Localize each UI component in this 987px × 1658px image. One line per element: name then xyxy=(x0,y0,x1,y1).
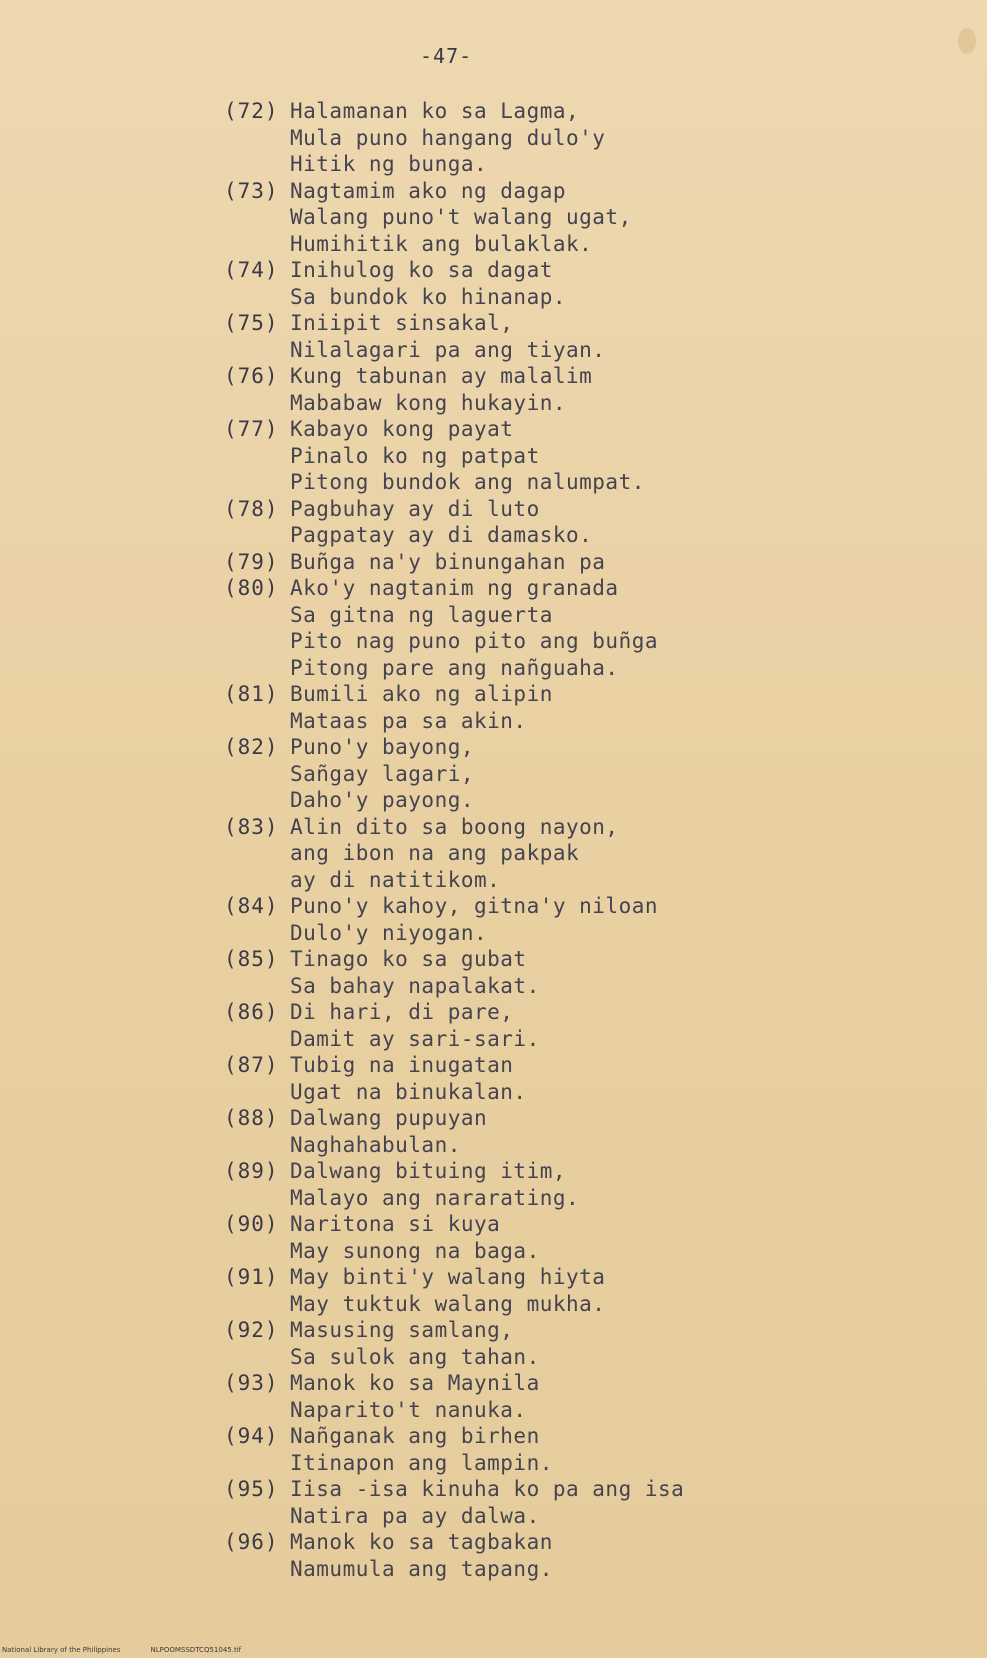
riddle-line: May sunong na baga. xyxy=(290,1238,540,1263)
riddle-line: Ako'y nagtanim ng granada xyxy=(290,576,619,600)
riddle-line: Naritona si kuya xyxy=(290,1212,501,1236)
riddle-number: (80) xyxy=(224,576,279,600)
riddle-entry xyxy=(224,946,964,999)
riddle-line: Damit ay sari-sari. xyxy=(290,1026,540,1051)
riddle-line: ang ibon na ang pakpak xyxy=(290,841,580,865)
riddle-number: (83) xyxy=(224,814,279,839)
riddle-number: (96) xyxy=(224,1530,279,1554)
riddle-number: (95) xyxy=(224,1477,279,1501)
riddle-line: Daho'y payong. xyxy=(290,788,475,812)
riddle-entry xyxy=(224,893,964,946)
riddle-line: Mula puno hangang dulo'y xyxy=(290,125,606,150)
riddle-text xyxy=(290,1423,964,1476)
riddle-entry xyxy=(224,1423,964,1476)
riddle-entry xyxy=(224,98,964,178)
riddle-line: Itinapon ang lampin. xyxy=(290,1450,553,1475)
riddle-text xyxy=(290,1105,964,1158)
riddle-entry xyxy=(224,178,964,258)
riddle-entry xyxy=(224,1211,964,1264)
riddle-number: (74) xyxy=(224,258,279,282)
riddle-text xyxy=(290,1211,964,1264)
riddle-line: Iniipit sinsakal, xyxy=(290,311,514,335)
riddle-text xyxy=(290,999,964,1052)
riddle-list xyxy=(224,98,964,1582)
riddle-line: Sa bahay napalakat. xyxy=(290,973,540,998)
riddle-entry xyxy=(224,1529,964,1582)
riddle-entry xyxy=(224,814,964,894)
riddle-number: (93) xyxy=(224,1371,279,1395)
riddle-text xyxy=(290,178,964,258)
riddle-line: Masusing samlang, xyxy=(290,1318,514,1342)
riddle-text xyxy=(290,946,964,999)
riddle-line: Naghahabulan. xyxy=(290,1132,461,1157)
riddle-line: Dalwang pupuyan xyxy=(290,1106,488,1130)
riddle-number: (81) xyxy=(224,682,279,706)
riddle-line: Hitik ng bunga. xyxy=(290,152,488,176)
riddle-line: Pinalo ko ng patpat xyxy=(290,443,540,468)
riddle-entry xyxy=(224,999,964,1052)
riddle-line: Nagtamim ako ng dagap xyxy=(290,178,567,203)
riddle-number: (90) xyxy=(224,1212,279,1236)
riddle-entry xyxy=(224,496,964,549)
riddle-line: Manok ko sa tagbakan xyxy=(290,1530,553,1554)
riddle-number: (91) xyxy=(224,1265,279,1289)
riddle-line: Nañganak ang birhen xyxy=(290,1424,540,1448)
riddle-text xyxy=(290,1158,964,1211)
riddle-line: Mataas pa sa akin. xyxy=(290,708,527,733)
riddle-line: Buñga na'y binungahan pa xyxy=(290,549,606,574)
riddle-line: Sa bundok ko hinanap. xyxy=(290,284,567,309)
riddle-line: Sa gitna ng laguerta xyxy=(290,602,553,627)
riddle-number: (75) xyxy=(224,311,279,335)
riddle-line: ay di natitikom. xyxy=(290,867,501,892)
riddle-line: Halamanan ko sa Lagma, xyxy=(290,99,580,123)
riddle-text xyxy=(290,681,964,734)
riddle-line: Sañgay lagari, xyxy=(290,761,475,786)
riddle-number: (84) xyxy=(224,894,279,918)
riddle-line: Tubig na inugatan xyxy=(290,1053,514,1077)
riddle-line: Dalwang bituing itim, xyxy=(290,1159,567,1183)
riddle-text xyxy=(290,1476,964,1529)
riddle-number: (87) xyxy=(224,1053,279,1077)
riddle-line: Humihitik ang bulaklak. xyxy=(290,231,593,256)
riddle-text xyxy=(290,575,964,681)
riddle-entry xyxy=(224,681,964,734)
riddle-line: Naparito't nanuka. xyxy=(290,1397,527,1422)
riddle-number: (94) xyxy=(224,1424,279,1448)
riddle-text xyxy=(290,310,964,363)
riddle-line: Ugat na binukalan. xyxy=(290,1079,527,1104)
page-number: -47- xyxy=(420,44,473,68)
riddle-line: Inihulog ko sa dagat xyxy=(290,258,553,282)
riddle-line: Nilalagari pa ang tiyan. xyxy=(290,337,606,362)
riddle-entry xyxy=(224,310,964,363)
riddle-entry xyxy=(224,416,964,496)
riddle-number: (89) xyxy=(224,1159,279,1183)
riddle-line: May binti'y walang hiyta xyxy=(290,1265,606,1289)
riddle-number: (76) xyxy=(224,364,279,388)
riddle-text xyxy=(290,257,964,310)
riddle-line: Bumili ako ng alipin xyxy=(290,682,553,706)
riddle-number: (92) xyxy=(224,1318,279,1342)
riddle-line: Di hari, di pare, xyxy=(290,1000,514,1024)
riddle-line: Mababaw kong hukayin. xyxy=(290,390,567,415)
riddle-line: Sa sulok ang tahan. xyxy=(290,1344,540,1369)
riddle-text xyxy=(290,1370,964,1423)
riddle-entry xyxy=(224,1370,964,1423)
riddle-text xyxy=(290,416,964,496)
riddle-line: Iisa -isa kinuha ko pa ang isa xyxy=(290,1477,685,1501)
riddle-text xyxy=(290,1529,964,1582)
footer-library: National Library of the Philippines xyxy=(2,1646,121,1654)
riddle-entry xyxy=(224,549,964,576)
riddle-line: Pitong bundok ang nalumpat. xyxy=(290,470,645,494)
riddle-entry xyxy=(224,1264,964,1317)
scan-footer xyxy=(2,1646,271,1654)
riddle-text xyxy=(290,496,964,549)
riddle-text xyxy=(290,1052,964,1105)
riddle-number: (77) xyxy=(224,417,279,441)
riddle-number: (88) xyxy=(224,1106,279,1130)
riddle-line: Kung tabunan ay malalim xyxy=(290,364,593,388)
riddle-entry xyxy=(224,1052,964,1105)
riddle-number: (86) xyxy=(224,1000,279,1024)
riddle-line: Puno'y bayong, xyxy=(290,735,475,759)
riddle-line: Alin dito sa boong nayon, xyxy=(290,814,619,839)
riddle-entry xyxy=(224,1105,964,1158)
riddle-text xyxy=(290,363,964,416)
riddle-text xyxy=(290,1264,964,1317)
riddle-text xyxy=(290,1317,964,1370)
riddle-number: (82) xyxy=(224,735,279,759)
footer-file: NLPOOMSSDTCQ51045.tif xyxy=(150,1646,242,1654)
riddle-number: (85) xyxy=(224,947,279,971)
riddle-line: Walang puno't walang ugat, xyxy=(290,205,632,229)
riddle-line: Dulo'y niyogan. xyxy=(290,920,488,945)
riddle-number: (73) xyxy=(224,178,279,203)
riddle-entry xyxy=(224,1317,964,1370)
riddle-text xyxy=(290,814,964,894)
riddle-line: Pito nag puno pito ang buñga xyxy=(290,629,659,653)
riddle-text xyxy=(290,98,964,178)
riddle-line: Pagpatay ay di damasko. xyxy=(290,523,593,547)
riddle-line: Puno'y kahoy, gitna'y niloan xyxy=(290,894,659,918)
riddle-line: Natira pa ay dalwa. xyxy=(290,1503,540,1528)
riddle-line: Namumula ang tapang. xyxy=(290,1556,553,1581)
riddle-entry xyxy=(224,1476,964,1529)
riddle-text xyxy=(290,549,964,576)
riddle-line: Pagbuhay ay di luto xyxy=(290,496,540,521)
riddle-entry xyxy=(224,575,964,681)
riddle-entry xyxy=(224,734,964,814)
riddle-line: Malayo ang nararating. xyxy=(290,1185,580,1210)
riddle-text xyxy=(290,734,964,814)
riddle-line: Pitong pare ang nañguaha. xyxy=(290,655,619,680)
riddle-number: (79) xyxy=(224,549,279,574)
riddle-line: May tuktuk walang mukha. xyxy=(290,1291,606,1316)
riddle-number: (78) xyxy=(224,496,279,521)
riddle-entry xyxy=(224,257,964,310)
riddle-line: Tinago ko sa gubat xyxy=(290,947,527,971)
paper-mark xyxy=(958,28,976,54)
riddle-number: (72) xyxy=(224,99,279,123)
riddle-entry xyxy=(224,1158,964,1211)
riddle-line: Kabayo kong payat xyxy=(290,417,514,441)
riddle-line: Manok ko sa Maynila xyxy=(290,1371,540,1395)
riddle-text xyxy=(290,893,964,946)
riddle-entry xyxy=(224,363,964,416)
